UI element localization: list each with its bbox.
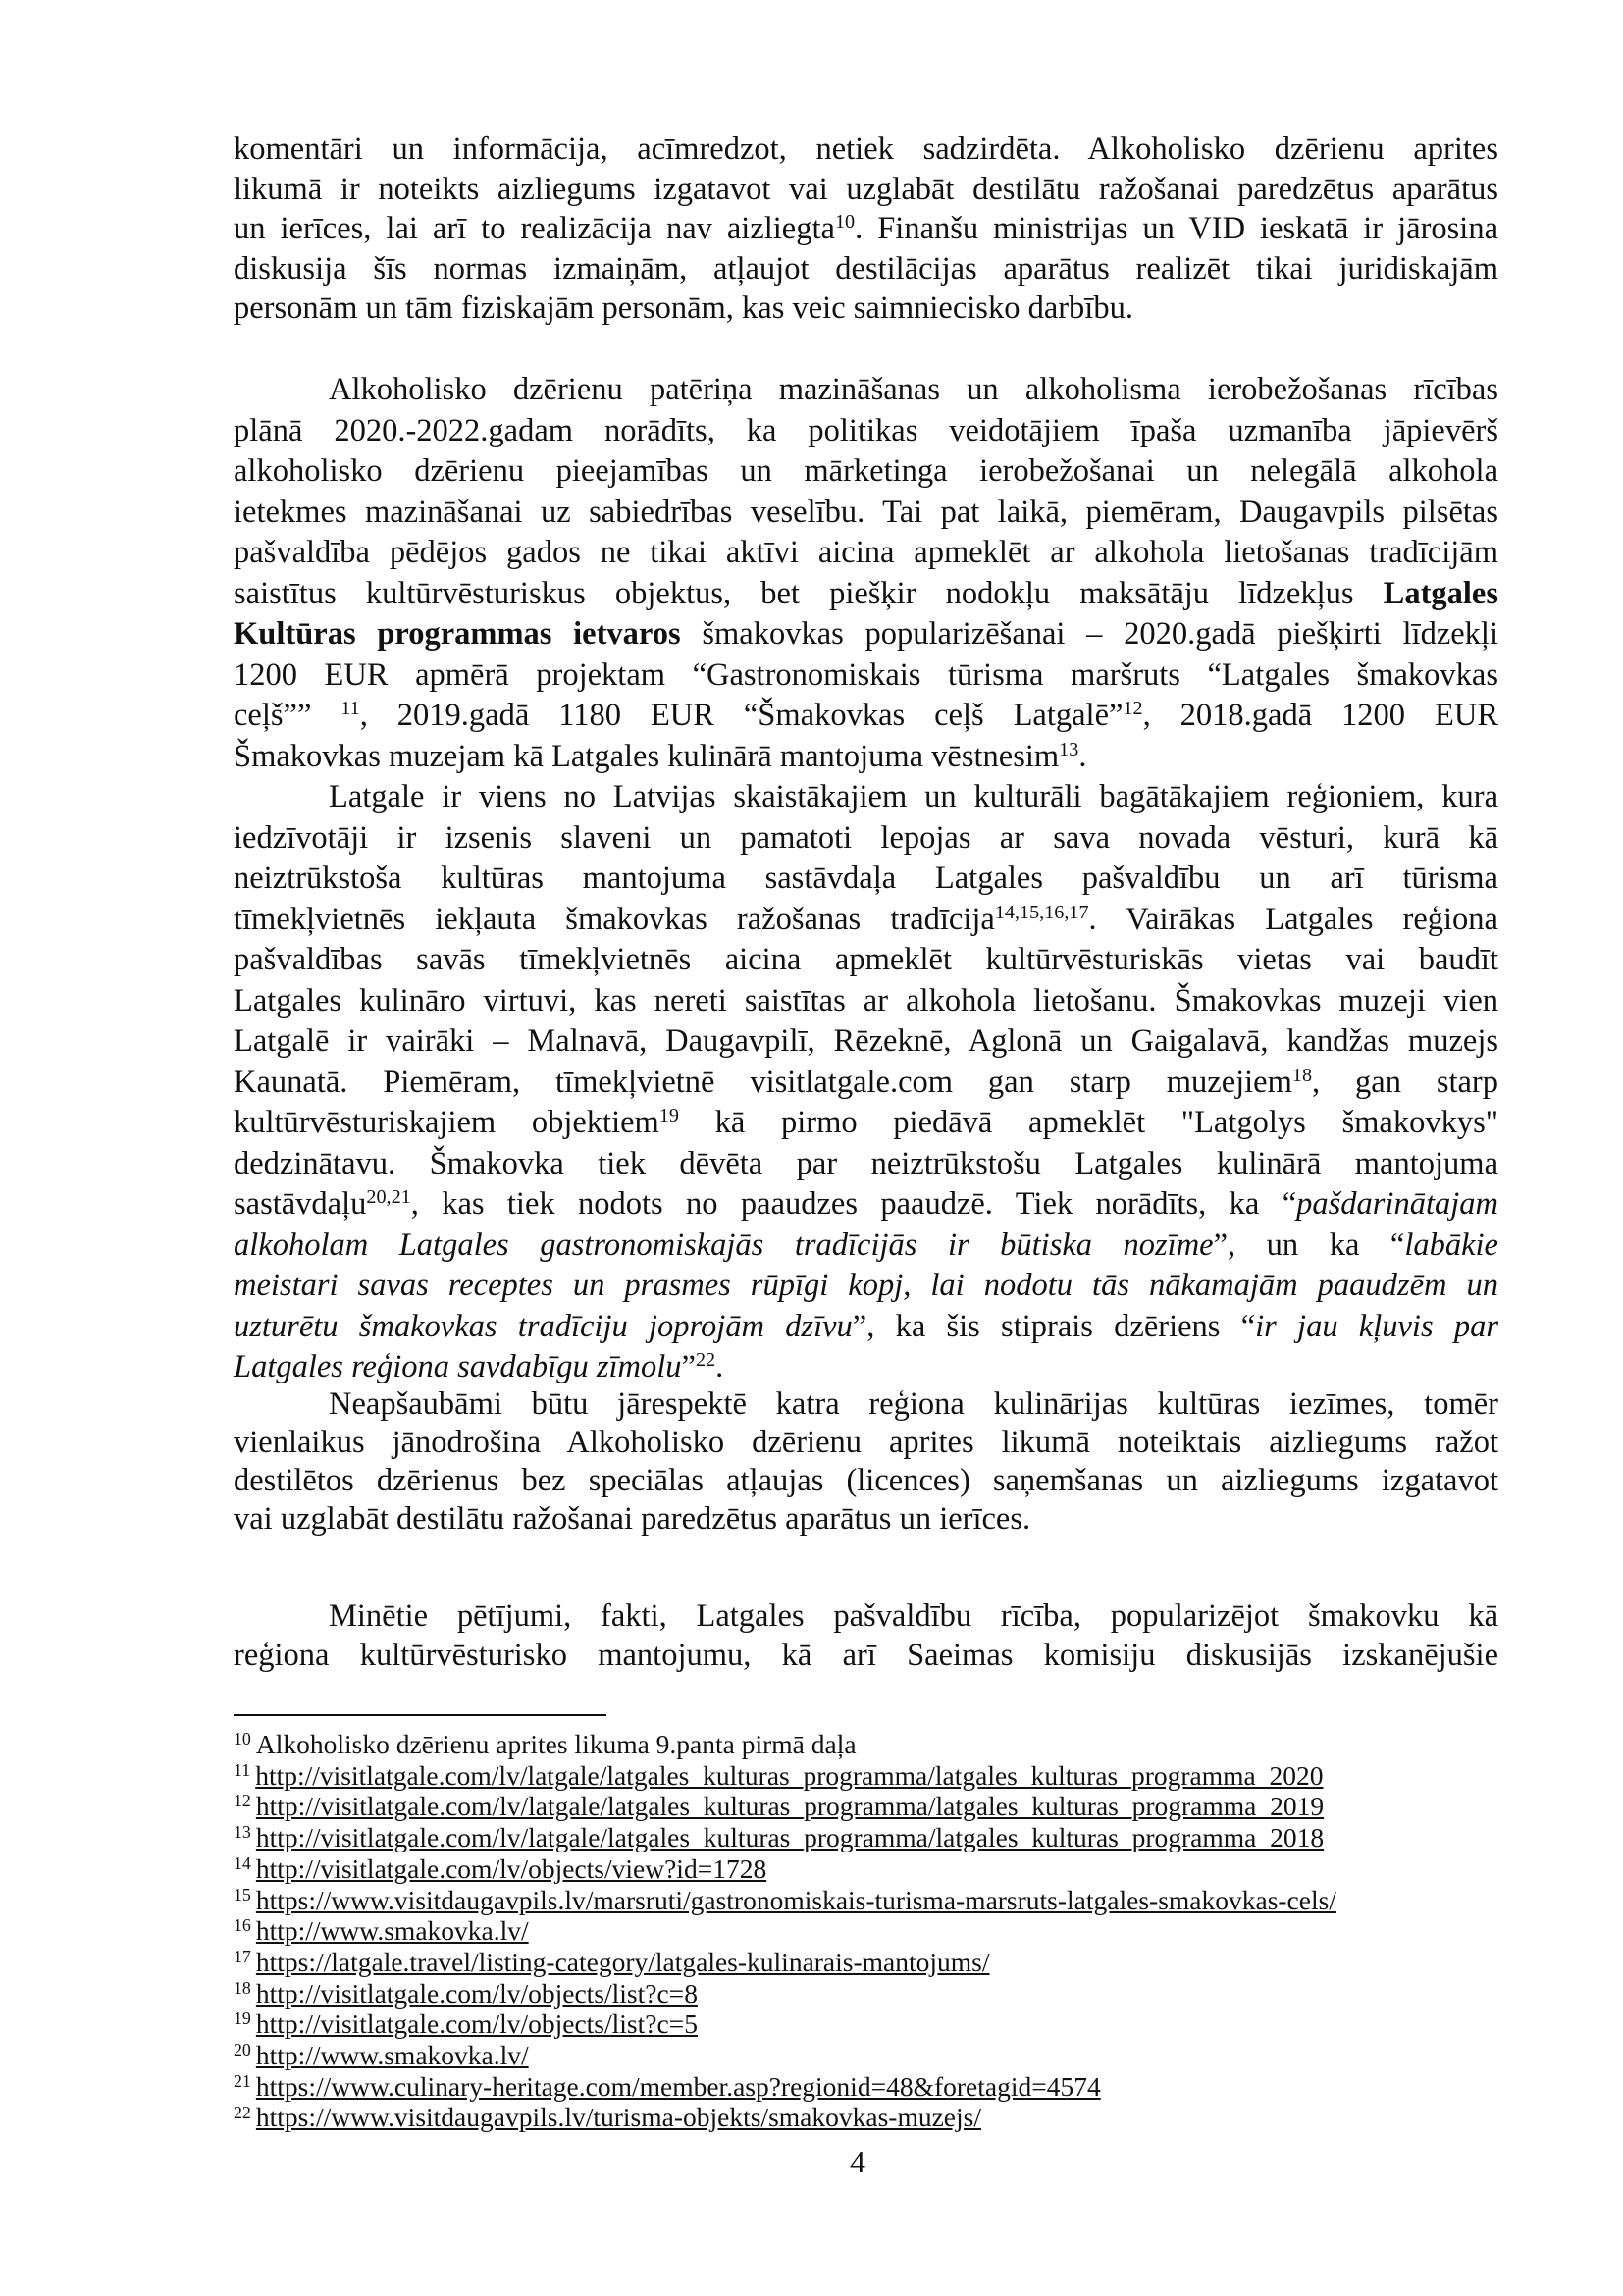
- text-run: kultūrvēsturiskajiem objektiem: [234, 1105, 659, 1140]
- footnote-reference: 19: [658, 1104, 679, 1126]
- text-line: komentāri un informācija, acīmredzot, netiek sadzirdēta. Alkoholisko dzērienu aprites: [234, 131, 1498, 167]
- footnote-number: 17: [234, 1946, 251, 1966]
- text-run: un ierīces, lai arī to realizācija nav aizliegta: [234, 211, 835, 246]
- text-line: [234, 1307, 1498, 1348]
- footnote-number: 12: [234, 1791, 251, 1811]
- italic-quote: uzturētu šmakovkas tradīciju joprojām dzīvu: [234, 1308, 853, 1344]
- text-line: Latgales kulināro virtuvi, kas nereti saistītas ar alkohola lietošanu. Šmakovkas muzeji vien: [234, 982, 1498, 1018]
- italic-quote: alkoholam Latgales gastronomiskajās tradīcijās ir būtiska nozīme: [234, 1226, 1214, 1263]
- footnote-reference: 12: [1123, 697, 1143, 719]
- text-line: ietekmes mazināšanai uz sabiedrības veselību. Tai pat laikā, piemēram, Daugavpils pilsētas: [234, 494, 1498, 530]
- footnote-link[interactable]: http://visitlatgale.com/lv/latgale/latgales_kulturas_programma/latgales_kulturas_programma_2020: [255, 1759, 1324, 1791]
- text-line: Latgale ir viens no Latvijas skaistākajiem un kulturāli bagātākajiem reģioniem, kura: [329, 779, 1498, 814]
- italic-quote: labākie: [1404, 1226, 1498, 1263]
- italic-quote: Latgales reģiona savdabīgu zīmolu: [234, 1349, 682, 1384]
- text-line: plānā 2020.-2022.gadam norādīts, ka politikas veidotājiem īpaša uzmanība jāpievērš: [234, 412, 1498, 448]
- text-line: vienlaikus jānodrošina Alkoholisko dzērienu aprites likumā noteiktais aizliegums ražot: [234, 1425, 1498, 1460]
- text-line: [234, 209, 1498, 249]
- text-line: Minētie pētījumi, fakti, Latgales pašvaldību rīcība, popularizējot šmakovku kā: [329, 1598, 1498, 1634]
- italic-quote: ir jau kļuvis par: [1255, 1308, 1498, 1344]
- footnote-reference: 14,15,16,17: [994, 901, 1089, 923]
- text-line: [234, 1063, 1498, 1104]
- text-line: neiztrūkstoša kultūras mantojuma sastāvdaļa Latgales pašvaldību un arī tūrisma: [234, 861, 1498, 896]
- footnote-link[interactable]: http://visitlatgale.com/lv/latgale/latgales_kulturas_programma/latgales_kulturas_programma_2018: [255, 1822, 1325, 1853]
- footnote: [234, 1760, 1509, 1792]
- text-line: dedzinātavu. Šmakovka tiek dēvēta par neiztrūkstošu Latgales kulinārā mantojuma: [234, 1145, 1498, 1181]
- footnote-number: 11: [234, 1759, 251, 1780]
- footnote-link[interactable]: https://www.visitdaugavpils.lv/marsruti/gastronomiskais-turisma-marsruts-latgales-smakovkas-cels/: [255, 1884, 1336, 1915]
- footnote-link[interactable]: https://www.culinary-heritage.com/member.asp?regionid=48&foretagid=4574: [255, 2070, 1101, 2102]
- body-paragraph: [234, 130, 1498, 329]
- footnote-reference: 22: [695, 1348, 716, 1371]
- text-run: Šmakovkas muzejam kā Latgales kulinārā mantojuma vēstnesim: [234, 738, 1060, 774]
- text-run: , 2019.gadā 1180 EUR “Šmakovkas ceļš Latgalē”: [359, 698, 1124, 733]
- footnote-link[interactable]: https://www.visitdaugavpils.lv/turisma-objekts/smakovkas-muzejs/: [255, 2102, 981, 2133]
- text-line: diskusija šīs normas izmaiņām, atļaujot destilācijas aparātus realizēt tikai juridiskajām: [234, 250, 1498, 287]
- footnote-link[interactable]: http://www.smakovka.lv/: [255, 1915, 529, 1947]
- footnote-reference: 20,21: [366, 1185, 411, 1208]
- text-run: , kas tiek nodots no paaudzes paaudzē. Tiek norādīts, ka “: [410, 1186, 1297, 1222]
- footnote-number: 20: [234, 2040, 251, 2061]
- footnote-link[interactable]: https://latgale.travel/listing-category/latgales-kulinarais-mantojums/: [255, 1946, 990, 1977]
- footnote-link[interactable]: http://www.smakovka.lv/: [255, 2040, 529, 2071]
- footnote-link[interactable]: http://visitlatgale.com/lv/objects/view?id=1728: [255, 1852, 767, 1884]
- body-paragraph: [234, 1596, 1498, 1675]
- italic-quote: meistari savas receptes un prasmes rūpīgi kopj, lai nodotu tās nākamajām paaudzēm un: [234, 1268, 1498, 1303]
- footnote-number: 22: [234, 2102, 251, 2122]
- text-run: . Vairākas Latgales reģiona: [1088, 901, 1498, 937]
- bold-text: Latgales: [1383, 575, 1498, 611]
- text-run: . Finanšu ministrijas un VID ieskatā ir jārosina: [855, 211, 1498, 246]
- text-line: reģiona kultūrvēsturisko mantojumu, kā arī Saeimas komisiju diskusijās izskanējušie: [234, 1638, 1498, 1673]
- footnote-number: 15: [234, 1884, 251, 1905]
- footnote-number: 14: [234, 1852, 251, 1873]
- footnote: [234, 2102, 1509, 2133]
- text-line: [234, 696, 1498, 737]
- italic-quote: pašdarinātajam: [1296, 1186, 1498, 1222]
- text-line: likumā ir noteikts aizliegums izgatavot vai uzglabāt destilātu ražošanai paredzētus aparātus: [234, 171, 1498, 207]
- text-line: pašvaldības savās tīmekļvietnēs aicina apmeklēt kultūrvēsturiskās vietas vai baudīt: [234, 942, 1498, 977]
- text-line: [234, 614, 1498, 655]
- footnote-separator: [234, 1714, 606, 1716]
- body-paragraph: [234, 370, 1498, 777]
- footnote: [234, 1915, 1509, 1947]
- text-line: 1200 EUR apmērā projektam “Gastronomiskais tūrisma maršruts “Latgales šmakovkas: [234, 656, 1498, 693]
- text-run: .: [715, 1349, 724, 1384]
- bold-text: Kultūras programmas ietvaros: [234, 616, 681, 652]
- footnote-text: Alkoholisko dzērienu aprites likuma 9.panta pirmā daļa: [255, 1729, 857, 1759]
- text-line: [234, 737, 1498, 778]
- footnote-reference: 13: [1059, 738, 1079, 760]
- text-line: Neapšaubāmi būtu jārespektē katra reģiona kulinārijas kultūras iezīmes, tomēr: [329, 1386, 1498, 1422]
- footnote: [234, 1822, 1509, 1853]
- text-line: iedzīvotāji ir izsenis slaveni un pamatoti lepojas ar sava novada vēsturi, kurā kā: [234, 819, 1498, 856]
- text-run: ”, un ka “: [1213, 1226, 1405, 1263]
- footnote-link[interactable]: http://visitlatgale.com/lv/latgale/latgales_kulturas_programma/latgales_kulturas_programma_2019: [255, 1791, 1325, 1822]
- body-paragraph: [234, 1385, 1498, 1539]
- text-line: pašvaldība pēdējos gados ne tikai aktīvi aicina apmeklēt ar alkohola lietošanas tradīcijām: [234, 535, 1498, 570]
- footnote: [234, 2071, 1509, 2103]
- text-line: [234, 1226, 1498, 1267]
- text-line: [234, 1266, 1498, 1307]
- text-run: .: [1078, 738, 1087, 774]
- text-line: [234, 1347, 1498, 1388]
- text-line: Alkoholisko dzērienu patēriņa mazināšanas un alkoholisma ierobežošanas rīcības: [329, 372, 1498, 407]
- text-run: ”, ka šis stiprais dzēriens “: [852, 1308, 1256, 1344]
- text-run: sastāvdaļu: [234, 1186, 367, 1222]
- footnote: [234, 1791, 1509, 1822]
- footnote: [234, 1729, 1509, 1760]
- footnote-reference: 10: [834, 210, 856, 233]
- text-line: [234, 900, 1498, 941]
- text-run: tīmekļvietnēs iekļauta šmakovkas ražošanas tradīcija: [234, 901, 995, 937]
- text-line: alkoholisko dzērienu pieejamības un mārketinga ierobežošanai un nelegālā alkohola: [234, 453, 1498, 489]
- text-run: ”: [681, 1349, 696, 1384]
- footnote-link[interactable]: http://visitlatgale.com/lv/objects/list?c=5: [255, 2009, 698, 2040]
- footnote-number: 18: [234, 1977, 251, 1998]
- body-paragraph: [234, 777, 1498, 1388]
- footnote: [234, 1947, 1509, 1978]
- footnote: [234, 1885, 1509, 1916]
- text-run: Kaunatā. Piemēram, tīmekļvietnē visitlatgale.com gan starp muzejiem: [234, 1064, 1292, 1100]
- text-line: personām un tām fiziskajām personām, kas veic saimniecisko darbību.: [234, 290, 1133, 326]
- text-run: saistītus kultūrvēsturiskus objektus, bet piešķir nodokļu maksātāju līdzekļus: [234, 575, 1384, 611]
- page-number: 4: [850, 2144, 865, 2179]
- text-run: , 2018.gadā 1200 EUR: [1142, 698, 1498, 733]
- footnote-reference: 18: [1291, 1064, 1313, 1086]
- footnote-number: 10: [234, 1729, 251, 1749]
- text-run: ceļš””: [234, 698, 341, 733]
- footnote: [234, 2009, 1509, 2040]
- text-run: šmakovkas popularizēšanai – 2020.gadā piešķirti līdzekļi: [680, 616, 1498, 652]
- footnote-number: 13: [234, 1822, 251, 1843]
- footnote: [234, 2040, 1509, 2071]
- footnote-reference: 11: [340, 697, 360, 719]
- text-line: Latgalē ir vairāki – Malnavā, Daugavpilī, Rēzeknē, Aglonā un Gaigalavā, kandžas muzejs: [234, 1023, 1498, 1059]
- text-run: , gan starp: [1312, 1064, 1498, 1100]
- footnote-link[interactable]: http://visitlatgale.com/lv/objects/list?c=8: [255, 1977, 698, 2009]
- text-line: [234, 1184, 1498, 1226]
- text-line: [234, 574, 1498, 615]
- footnote-number: 16: [234, 1915, 251, 1936]
- footnote-number: 21: [234, 2070, 251, 2091]
- text-run: kā pirmo piedāvā apmeklēt "Latgolys šmakovkys": [678, 1105, 1498, 1140]
- text-line: [234, 1103, 1498, 1144]
- text-line: vai uzglabāt destilātu ražošanai paredzētus aparātus un ierīces.: [234, 1501, 1031, 1537]
- footnote-number: 19: [234, 2009, 251, 2029]
- text-line: destilētos dzērienus bez speciālas atļaujas (licences) saņemšanas un aizliegums izgatavot: [234, 1463, 1498, 1498]
- footnote: [234, 1853, 1509, 1885]
- footnotes-list: [234, 1729, 1509, 2133]
- footnote: [234, 1978, 1509, 2009]
